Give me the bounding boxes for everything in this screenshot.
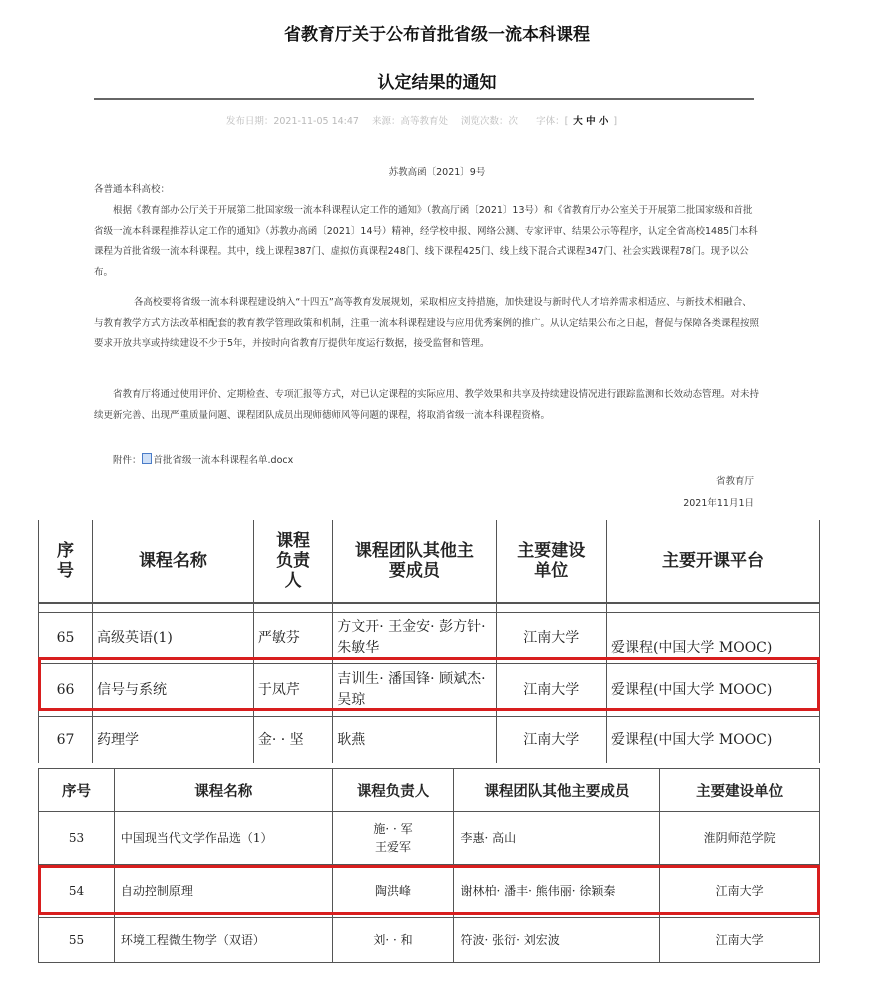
header-members: 课程团队其他主要成员 xyxy=(333,520,496,603)
table-row: 65 高级英语(1) 严敏芬 方文开· 王金安· 彭方针· 朱敏华 江南大学 爱课程(中国大学 MOOC) xyxy=(39,613,820,664)
course-table-1 xyxy=(38,520,820,763)
sign-date: 2021年11月1日 xyxy=(683,498,754,509)
highlight-box-row-54 xyxy=(38,865,820,915)
salutation: 各普通本科高校： xyxy=(94,184,171,195)
signature: 省教育厅 xyxy=(715,476,754,487)
view-count: 浏览次数：次 xyxy=(461,116,519,127)
highlight-box-row-66 xyxy=(38,657,820,711)
article-meta xyxy=(94,113,754,127)
attachment-line xyxy=(94,451,760,472)
table-row: 67 药理学 金· · 坚 耿燕 江南大学 爱课程(中国大学 MOOC) xyxy=(39,717,820,764)
table-header-row: 序号 课程名称 课程负责人 课程团队其他主要成员 主要建设单位 xyxy=(39,769,820,812)
paragraph-2: 各高校要将省级一流本科课程建设纳入“十四五”高等教育发展规划，采取相应支持措施，加快建设与新时代人才培养需求相适应、与新技术相融合、与教育教学方式方法改革相配套的教育教学管理政策和机制，注重一流本科课程建设与应用优秀案例的推广。从认定结果公布之日起，督促与保障各类课程按照要求开放共享或持续建设不少于5年，并按时向省教育厅提供年度运行数据，接受监督和管理。 xyxy=(94,297,760,349)
article-title-line1: 省教育厅关于公布首批省级一流本科课程 xyxy=(284,25,590,45)
document-number: 苏教高函〔2021〕9号 xyxy=(388,167,486,178)
header-unit: 主要建设单位 xyxy=(496,520,606,603)
header-no: 序号 xyxy=(39,520,93,603)
table-header-row xyxy=(39,520,820,603)
table-row: 55 环境工程微生物学（双语） 刘· · 和 符波· 张衍· 刘宏波 江南大学 xyxy=(39,918,820,963)
article-title-line2: 认定结果的通知 xyxy=(377,73,497,93)
paragraph-3: 省教育厅将通过使用评价、定期检查、专项汇报等方式，对已认定课程的实际应用、教学效果和共享及持续建设情况进行跟踪监测和长效动态管理。对未持续更新完善、出现严重质量问题、课程团队成员出现师德师风等问题的课程，将取消省级一流本科课程资格。 xyxy=(94,389,760,421)
font-size-options[interactable]: 大 中 小 xyxy=(573,116,609,127)
source: 来源：高等教育处 xyxy=(371,116,448,127)
title-divider xyxy=(94,98,754,100)
table-row: 54 自动控制原理 陶洪峰 谢林柏· 潘丰· 熊伟丽· 徐颖秦 江南大学 xyxy=(39,865,820,918)
attachment-label: 附件： xyxy=(113,455,142,466)
document-icon xyxy=(142,453,152,464)
header-lead: 课程负责人 xyxy=(253,520,332,603)
spacer-row xyxy=(39,603,820,613)
font-size-switch: 字体：[ 大 中 小 ] xyxy=(536,116,618,127)
publish-date: 发布日期：2021-11-05 14:47 xyxy=(225,116,359,127)
table-row: 66 信号与系统 于凤芹 吉训生· 潘国锋· 顾斌杰· 吴琼 江南大学 爱课程(中国大学 MOOC) xyxy=(39,664,820,717)
table-row: 53 中国现当代文学作品选（1） 施· · 军 王爱军 李惠· 高山 淮阴师范学院 xyxy=(39,812,820,865)
paragraph-1: 根据《教育部办公厅关于开展第二批国家级一流本科课程认定工作的通知》（教高厅函〔2021〕13号）和《省教育厅办公室关于开展第二批国家级和首批省级一流本科课程推荐认定工作的通知》（苏教办高函〔2021〕14号）精神，经学校申报、网络公测、专家评审、结果公示等程序，认定全省高校1485门本科课程为首批省级一流本科课程。其中，线上课程387门、虚拟仿真课程248门、线下课程425门、线上线下混合式课程347门、社会实践课程78门。现予以公布。 xyxy=(94,205,758,278)
header-platform: 主要开课平台 xyxy=(606,520,819,603)
header-course: 课程名称 xyxy=(93,520,254,603)
attachment-link[interactable]: 首批省级一流本科课程名单.docx xyxy=(153,455,294,466)
